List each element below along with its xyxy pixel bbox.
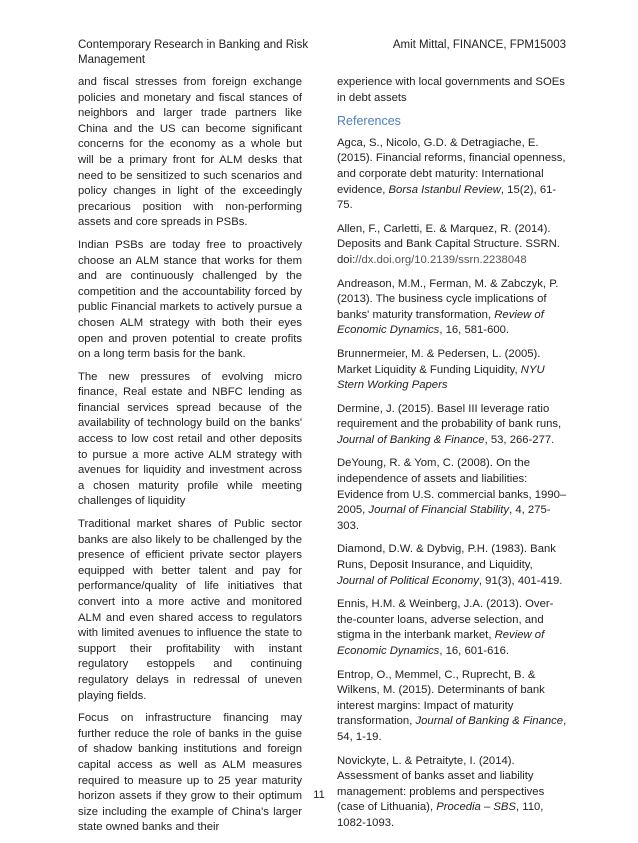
right-column	[337, 75, 569, 840]
body-paragraph-continuation: experience with local governments and SOEs in debt assets	[337, 76, 565, 104]
body-paragraph: and fiscal stresses from foreign exchange policies and monetary and fiscal stances of neighbors and larger trade partners like China and the US can become significant concerns for the economy as a whole but will be a primary front for ALM desks that need to be sensitized to such scenarios and policy changes in light of the exceedingly precarious position with non-performing assets and core spreads in PSBs.	[78, 76, 302, 229]
running-header-title: Contemporary Research in Banking and Risk Management	[78, 39, 309, 66]
body-paragraph: Focus on infrastructure financing may further reduce the role of banks in the guise of shadow banking institutions and foreign capital access as well as ALM measures required to measure up to 25 year maturity horizon assets if they grow to their optimum size including the example of China's larger state owned banks and their	[78, 712, 302, 834]
body-paragraph: Indian PSBs are today free to proactively choose an ALM stance that works for them and are continuously challenged by the competition and the accountability forced by public Financial markets to actively pursue a chosen ALM strategy with both their eyes open and proven potential to create profits on a long term basis for the bank.	[78, 238, 302, 361]
doi-link[interactable]: //dx.doi.org/10.2139/ssrn.2238048	[355, 253, 527, 266]
references-heading: References	[337, 114, 401, 129]
reference-item: Diamond, D.W. & Dybvig, P.H. (1983). Bank Runs, Deposit Insurance, and Liquidity, Journal of Political Economy, 91(3), 401-419.	[337, 543, 563, 587]
reference-item: Andreason, M.M., Ferman, M. & Zabczyk, P. (2013). The business cycle implications of banks' maturity transformation, Review of Economic Dynamics, 16, 581-600.	[337, 277, 559, 337]
reference-item: Brunnermeier, M. & Pedersen, L. (2005). Market Liquidity & Funding Liquidity, NYU Stern Working Papers	[337, 347, 545, 392]
reference-item: Entrop, O., Memmel, C., Ruprecht, B. & Wilkens, M. (2015). Determinants of bank interest margins: Impact of maturity transformation, Journal of Banking & Finance, 54, 1-19.	[337, 668, 567, 743]
running-header-author: Amit Mittal, FINANCE, FPM15003	[392, 39, 566, 51]
reference-item: Ennis, H.M. & Weinberg, J.A. (2013). Over-the-counter loans, adverse selection, and stigma in the interbank market, Review of Economic Dynamics, 16, 601-616.	[337, 598, 554, 657]
body-paragraph: The new pressures of evolving micro finance, Real estate and NBFC lending as financial services spread because of the availability of technology build on the banks' access to low cost retail and other deposits to pursue a more active ALM strategy with avenues for liquidity and investment across a chosen maturity profile while meeting challenges of liquidity	[78, 370, 302, 508]
reference-item: Allen, F., Carletti, E. & Marquez, R. (2014). Deposits and Bank Capital Structure. SSRN. doi://dx.doi.org/10.2139/ssrn.2238048	[337, 222, 560, 266]
reference-item: Dermine, J. (2015). Basel III leverage ratio requirement and the probability of bank runs, Journal of Banking & Finance, 53, 266-277.	[337, 402, 562, 446]
left-column	[78, 75, 302, 843]
page-number: 11	[313, 789, 325, 801]
body-paragraph: Traditional market shares of Public sector banks are also likely to be challenged by the presence of efficient private sector players equipped with better talent and pay for performance/quality of life initiatives that convert into a more active and monitored ALM and even shared access to regulators with limited avenues to influence the state to support their profitability with instant regulatory estoppels and continuing regulatory delays in redressal of uneven playing fields.	[78, 518, 302, 702]
reference-item: Agca, S., Nicolo, G.D. & Detragiache, E. (2015). Financial reforms, financial openness, and corporate debt maturity: International evidence, Borsa Istanbul Review, 15(2), 61-75.	[337, 136, 566, 212]
reference-item: Novickyte, L. & Petraityte, I. (2014). Assessment of banks asset and liability management: problems and perspectives (case of Lithuania), Procedia – SBS, 110, 1082-1093.	[337, 754, 545, 829]
reference-item: DeYoung, R. & Yom, C. (2008). On the independence of assets and liabilities: Evidence from U.S. commercial banks, 1990–2005, Journal of Financial Stability, 4, 275-303.	[337, 457, 567, 532]
